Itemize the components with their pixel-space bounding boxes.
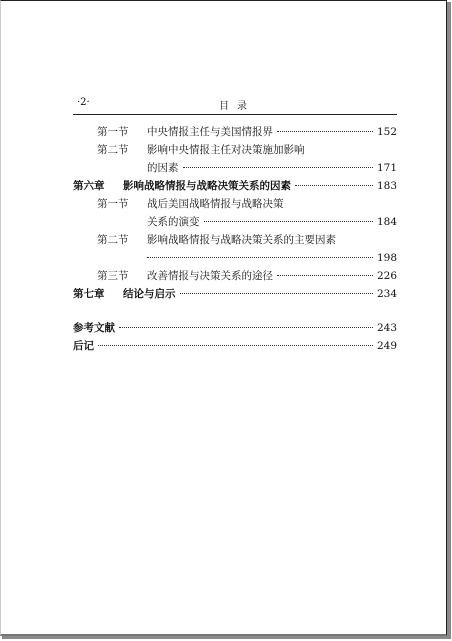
page-number: ·2· — [77, 97, 90, 108]
toc-page: 152 — [376, 126, 397, 138]
dot-leader — [147, 256, 373, 258]
toc-title: 影响战略情报与战略决策关系的主要因素 — [147, 234, 336, 246]
header-title: 目录 — [219, 101, 255, 112]
toc-label: 第六章 — [73, 180, 105, 192]
toc-page: 171 — [376, 162, 397, 174]
toc-page: 198 — [376, 252, 397, 264]
toc-entry-section[interactable] — [97, 123, 397, 141]
toc-page: 243 — [376, 322, 397, 334]
toc-label: 参考文献 — [73, 322, 115, 334]
toc-entry-chapter[interactable] — [73, 285, 397, 303]
toc-entry-postscript[interactable] — [73, 337, 397, 355]
page-shadow-right — [447, 2, 451, 638]
toc-page: 183 — [376, 180, 397, 192]
toc-entry-section[interactable] — [97, 195, 397, 213]
toc-title: 中央情报主任与美国情报界 — [147, 126, 273, 138]
toc-entry-chapter[interactable] — [73, 177, 397, 195]
toc-label: 第一节 — [97, 198, 129, 210]
toc-title: 影响中央情报主任对决策施加影响 — [147, 144, 305, 156]
toc-title: 结论与启示 — [123, 288, 176, 300]
dot-leader — [277, 130, 373, 132]
toc-label: 第二节 — [97, 144, 129, 156]
toc-entry-references[interactable] — [73, 319, 397, 337]
header-rule — [73, 114, 397, 115]
toc-page: 249 — [376, 340, 397, 352]
toc-title: 改善情报与决策关系的途径 — [147, 270, 273, 282]
dot-leader — [277, 274, 373, 276]
toc-title: 关系的演变 — [147, 216, 200, 228]
dot-leader — [183, 166, 373, 168]
toc-label: 第三节 — [97, 270, 129, 282]
toc-entry-continuation[interactable] — [147, 213, 397, 231]
toc-entry-continuation[interactable] — [147, 159, 397, 177]
toc-title: 影响战略情报与战略决策关系的因素 — [123, 180, 291, 192]
toc-entry-section[interactable] — [97, 231, 397, 249]
page-shadow-bottom — [2, 636, 451, 639]
toc-label: 后记 — [73, 340, 94, 352]
toc-page: 234 — [376, 288, 397, 300]
toc-title: 战后美国战略情报与战略决策 — [147, 198, 284, 210]
toc-page: 226 — [376, 270, 397, 282]
dot-leader — [98, 344, 373, 346]
toc-label: 第二节 — [97, 234, 129, 246]
toc-page: 184 — [376, 216, 397, 228]
running-header — [73, 97, 395, 113]
dot-leader — [180, 292, 373, 294]
dot-leader — [119, 326, 373, 328]
dot-leader — [204, 220, 373, 222]
toc-title: 的因素 — [147, 162, 179, 174]
toc-entry-continuation[interactable] — [147, 249, 397, 267]
dot-leader — [295, 184, 373, 186]
toc-entry-section[interactable] — [97, 141, 397, 159]
toc-label: 第七章 — [73, 288, 105, 300]
toc-entry-section[interactable] — [97, 267, 397, 285]
toc-label: 第一节 — [97, 126, 129, 138]
